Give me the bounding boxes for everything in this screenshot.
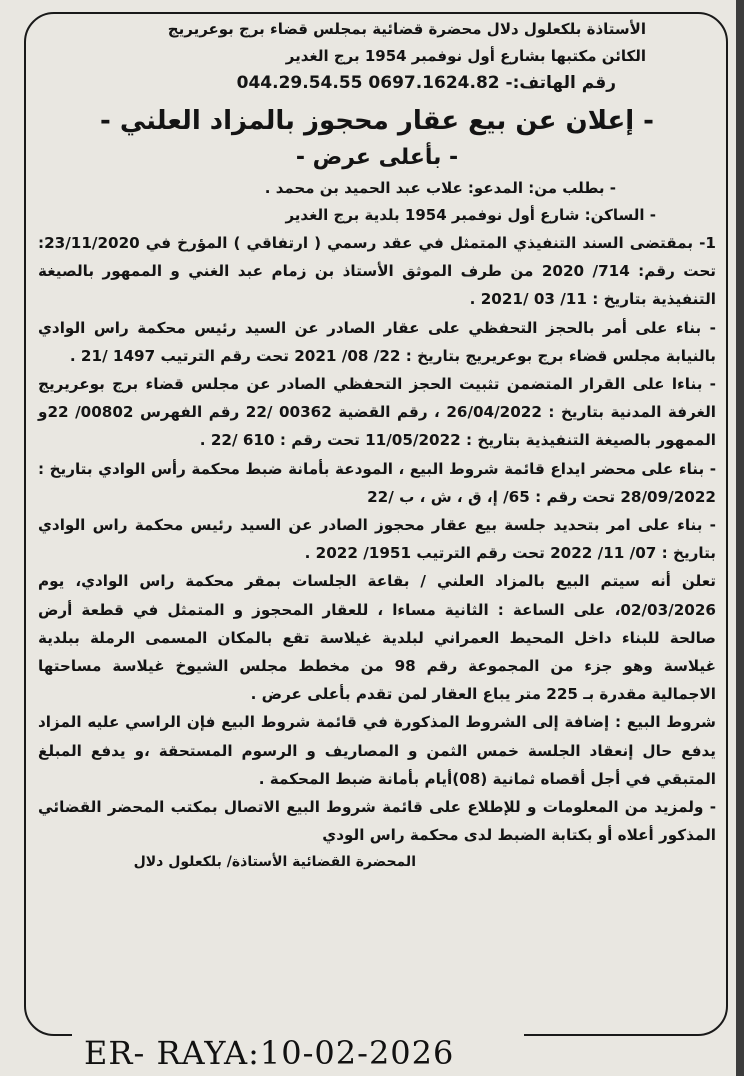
paragraph-more-info: - ولمزيد من المعلومات و للإطلاع على قائمة شروط البيع الاتصال بمكتب المحضر القضائي المذكور أعلاه أو بكتابة الضبط لدى محكمة راس الودي [38,798,716,845]
paragraph-seizure-order: - بناء على أمر بالحجز التحفظي على عقار الصادر عن السيد رئيس محكمة راس الوادي بالنيابة مجلس قضاء برج بوعريريج بتاريخ : 22/ 08/ 2021 تحت رقم الترتيب 1497 /21 . [38,318,716,365]
paragraph-auction-announcement: تعلن أنه سيتم البيع بالمزاد العلني / بقاعة الجلسات بمقر محكمة راس الوادي، يوم 02/03/2026، على الساعة : الثانية مساءا ، للعقار المحجوز و المتمثل في قطعة أرض صالحة للبناء داخل المحيط العمراني لبلدية غيلاسة تقع بالمكان المسمى الرملة ببلدية غيلاسة وهو جزء من المجموعة رقم 98 من مخطط مجلس الشيوخ غيلاسة مساحتها الاجمالية مقدرة بـ 225 متر يباع العقار لمن تقدم بأعلى عرض . [38,572,717,704]
page-edge [736,0,744,1076]
notice-subtitle: - بأعلى عرض - [295,145,459,170]
residence-line: - الساكن: شارع أول نوفمبر 1954 بلدية برج الغدير [285,206,656,224]
paragraph-executive-title: 1- بمقتضى السند التنفيذي المتمثل في عقد رسمي ( ارتفاقي ) المؤرخ في 23/11/2020: تحت رقم: 714/ 2020 من طرف الموثق الأستاذ بن زمام عبد الغني و الممهور بالصيغة التنفيذية بتاريخ : 11/ 03 /2021 . [38,234,716,309]
paragraph-court-decision: - بناءا على القرار المتضمن تثبيت الحجز التحفظي الصادر عن مجلس قضاء برج بوعريريج الغرفة المدنية بتاريخ : 26/04/2022 ، رقم القضية 00362 /22 رقم الفهرس 00802/ 22و الممهور بالصيغة التنفيذية بتاريخ : 11/05/2022 تحت رقم : 610 /22 . [38,375,717,450]
newspaper-footer: ER- RAYA:10-02-2026 [72,1032,524,1074]
signature: المحضرة القضائية الأستاذة/ بلكعلول دلال [133,854,416,871]
notice-title: - إعلان عن بيع عقار محجوز بالمزاد العلني - [100,106,654,136]
requester-line: - بطلب من: المدعو: علاب عبد الحميد بن محمد . [264,179,616,197]
phone-line: رقم الهاتف:- 0697.1624.82 044.29.54.55 [236,73,616,93]
office-address-line: الكائن مكتبها بشارع أول نوفمبر 1954 برج الغدير [285,47,646,65]
bailiff-name-line: الأستاذة بلكعلول دلال محضرة قضائية بمجلس قضاء برج بوعريريج [167,20,646,38]
legal-notice [38,16,716,875]
paragraph-conditions-deposit: - بناء على محضر ايداع قائمة شروط البيع ، المودعة بأمانة ضبط محكمة رأس الوادي بتاريخ : 28/09/2022 تحت رقم : 65/ إ، ق ، ش ، ب /22 [38,459,716,506]
paragraph-session-order: - بناء على امر بتحديد جلسة بيع عقار محجوز الصادر عن السيد رئيس محكمة راس الوادي بتاريخ : 07/ 11/ 2022 تحت رقم الترتيب 1951/ 2022 . [38,516,716,563]
paragraph-sale-conditions: شروط البيع : إضافة إلى الشروط المذكورة في قائمة شروط البيع فإن الراسي عليه المزاد يدفع حال إنعقاد الجلسة خمس الثمن و المصاريف و الرسوم المستحقة ،و يدفع المبلغ المتبقي في أجل أقصاه ثمانية (08)أيام بأمانة ضبط المحكمة . [38,713,716,788]
